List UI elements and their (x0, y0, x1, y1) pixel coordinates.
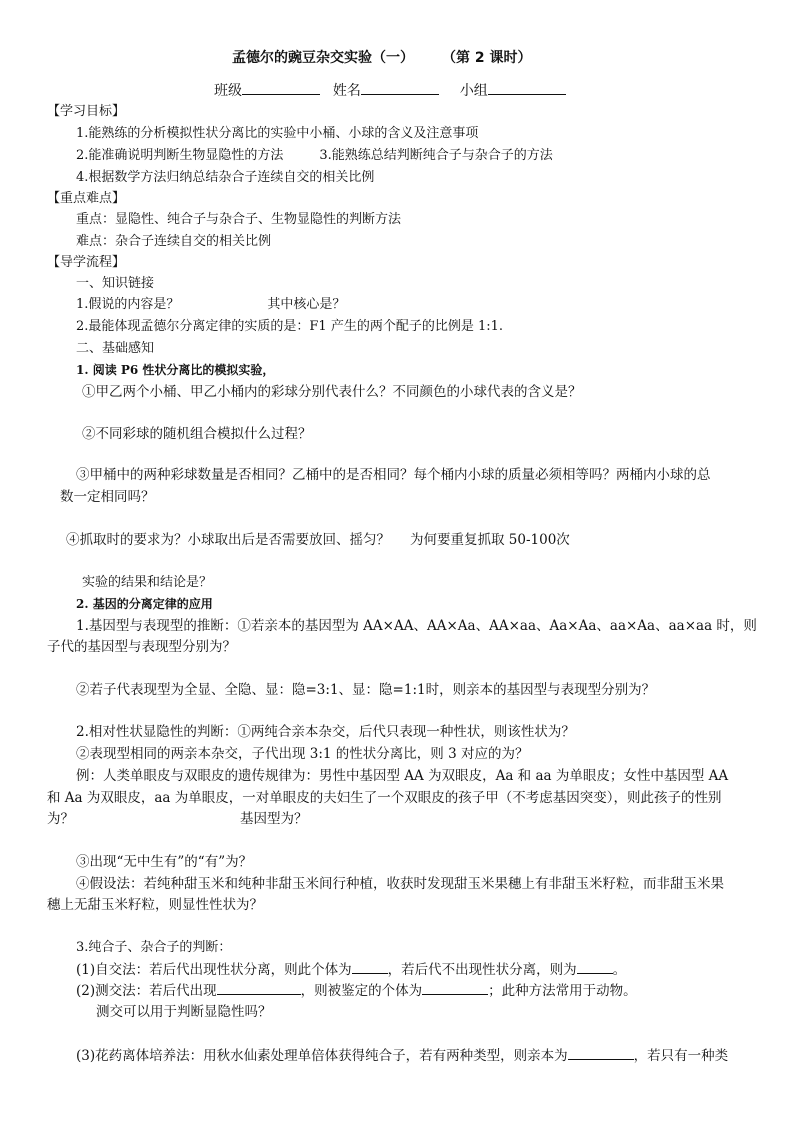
read-instruction: 1. 阅读 P6 性状分离比的模拟实验， (76, 363, 275, 377)
genetics-2c: ③出现“无中生有”的“有”为？ (76, 854, 253, 870)
example-line-2: 和 Aa 为双眼皮，aa 为单眼皮，一对单眼皮的夫妇生了一个双眼皮的孩子甲（不考虑基因突变），则此孩子的性别 (47, 790, 722, 806)
genetics-3-heading: 3.纯合子、杂合子的判断： (76, 940, 232, 955)
test-cross-text-2: ，则被鉴定的个体为 (300, 983, 423, 999)
objective-1: 1.能熟练的分析模拟性状分离比的实验中小桶、小球的含义及注意事项 (76, 126, 479, 141)
blank-test-cross-1 (217, 980, 301, 995)
page-title (232, 48, 532, 68)
class-label: 班级 (214, 83, 242, 99)
blank-self-cross-2 (577, 959, 613, 974)
objective-4: 4.根据数学方法归纳总结杂合子连续自交的相关比例 (76, 170, 375, 185)
section-knowledge-link: 一、知识链接 (76, 276, 155, 291)
title-text: 孟德尔的豌豆杂交实验（一） (232, 50, 414, 66)
self-cross-text-3: 。 (612, 962, 627, 978)
key-point: 重点：显隐性、纯合子与杂合子、生物显隐性的判断方法 (76, 212, 402, 227)
objective-2-3 (76, 146, 553, 166)
genetics-2d-line-2: 穗上无甜玉米籽粒，则显性性状为？ (47, 897, 263, 913)
question-1b: 其中核心是？ (267, 297, 346, 312)
self-cross-text-2: ，若后代不出现性状分离，则为 (387, 962, 577, 978)
student-info-row (214, 80, 566, 101)
question-c3a: ③甲桶中的两种彩球数量是否相同？乙桶中的是否相同？每个桶内小球的质量必须相等吗？两桶内小球的总 (76, 467, 711, 483)
anther-culture-method (76, 1045, 728, 1066)
group-label: 小组 (459, 83, 488, 99)
name-blank (361, 80, 439, 95)
genetics-1a: 1.基因型与表现型的推断：①若亲本的基因型为 AA×AA、AA×Aa、AA×aa、Aa×Aa、aa×Aa、aa×aa 时，则 (76, 618, 757, 634)
objectives-heading: 【学习目标】 (47, 104, 126, 119)
example-line-3 (47, 809, 308, 829)
genetics-2d-line-1: ④假设法：若纯种甜玉米和纯种非甜玉米间行种植，收获时发现甜玉米果穗上有非甜玉米籽粒，而非甜玉米果 (76, 876, 724, 892)
question-c4 (66, 530, 570, 550)
keypoints-heading: 【重点难点】 (47, 191, 126, 206)
question-c2: ②不同彩球的随机组合模拟什么过程？ (82, 426, 312, 442)
blank-self-cross-1 (352, 959, 388, 974)
name-label: 姓名 (332, 83, 361, 99)
question-c4b: 为何要重复抓取 50-100次 (410, 532, 570, 548)
difficulty-point: 难点：杂合子连续自交的相关比例 (76, 234, 272, 249)
blank-test-cross-2 (422, 980, 488, 995)
test-cross-text-3: ；此种方法常用于动物。 (488, 983, 637, 999)
question-c4a: ④抓取时的要求为？小球取出后是否需要放回、摇匀？ (66, 532, 390, 548)
test-cross-question: 测交可以用于判断显隐性吗？ (96, 1004, 272, 1020)
genetics-2b: ②表现型相同的两亲本杂交，子代出现 3:1 的性状分离比，则 3 对应的为？ (76, 746, 529, 762)
group-blank (488, 80, 566, 95)
example-sex-question: 为？ (47, 811, 74, 827)
question-1a: 1.假说的内容是？ (76, 297, 180, 312)
class-blank (242, 80, 320, 95)
question-c1: ①甲乙两个小桶、甲乙小桶内的彩球分别代表什么？不同颜色的小球代表的含义是？ (82, 384, 582, 400)
blank-anther-culture (568, 1045, 634, 1060)
anther-culture-text-1: (3)花药离体培养法：用秋水仙素处理单倍体获得纯合子，若有两种类型，则亲本为 (76, 1048, 568, 1064)
test-cross-method (76, 980, 637, 1001)
section-basic-perception: 二、基础感知 (76, 341, 155, 356)
question-2: 2.最能体现孟德尔分离定律的实质的是：F1 产生的两个配子的比例是 1:1. (76, 319, 504, 334)
period-text: （第 2 课时） (442, 50, 532, 66)
anther-culture-text-2: ，若只有一种类 (633, 1048, 729, 1064)
example-genotype-question: 基因型为？ (240, 811, 308, 827)
self-cross-text-1: (1)自交法：若后代出现性状分离，则此个体为 (76, 962, 352, 978)
genetics-1c: ②若子代表现型为全显、全隐、显：隐=3:1、显：隐=1:1时，则亲本的基因型与表现型分别为？ (76, 682, 656, 698)
example-line-1: 例：人类单眼皮与双眼皮的遗传规律为：男性中基因型 AA 为双眼皮，Aa 和 aa 为单眼皮；女性中基因型 AA (76, 768, 729, 784)
application-heading: 2. 基因的分离定律的应用 (76, 597, 213, 611)
experiment-result: 实验的结果和结论是？ (82, 575, 213, 590)
guide-heading: 【导学流程】 (47, 255, 126, 270)
objective-2: 2.能准确说明判断生物显隐性的方法 (76, 148, 284, 163)
question-c3b: 数一定相同吗？ (60, 489, 155, 505)
objective-3: 3.能熟练总结判断纯合子与杂合子的方法 (319, 148, 553, 163)
genetics-2a: 2.相对性状显隐性的判断：①两纯合亲本杂交，后代只表现一种性状，则该性状为？ (76, 724, 575, 740)
self-cross-method (76, 959, 626, 980)
question-1 (76, 295, 345, 315)
genetics-1b: 子代的基因型与表现型分别为？ (47, 639, 236, 655)
test-cross-text-1: (2)测交法：若后代出现 (76, 983, 217, 999)
